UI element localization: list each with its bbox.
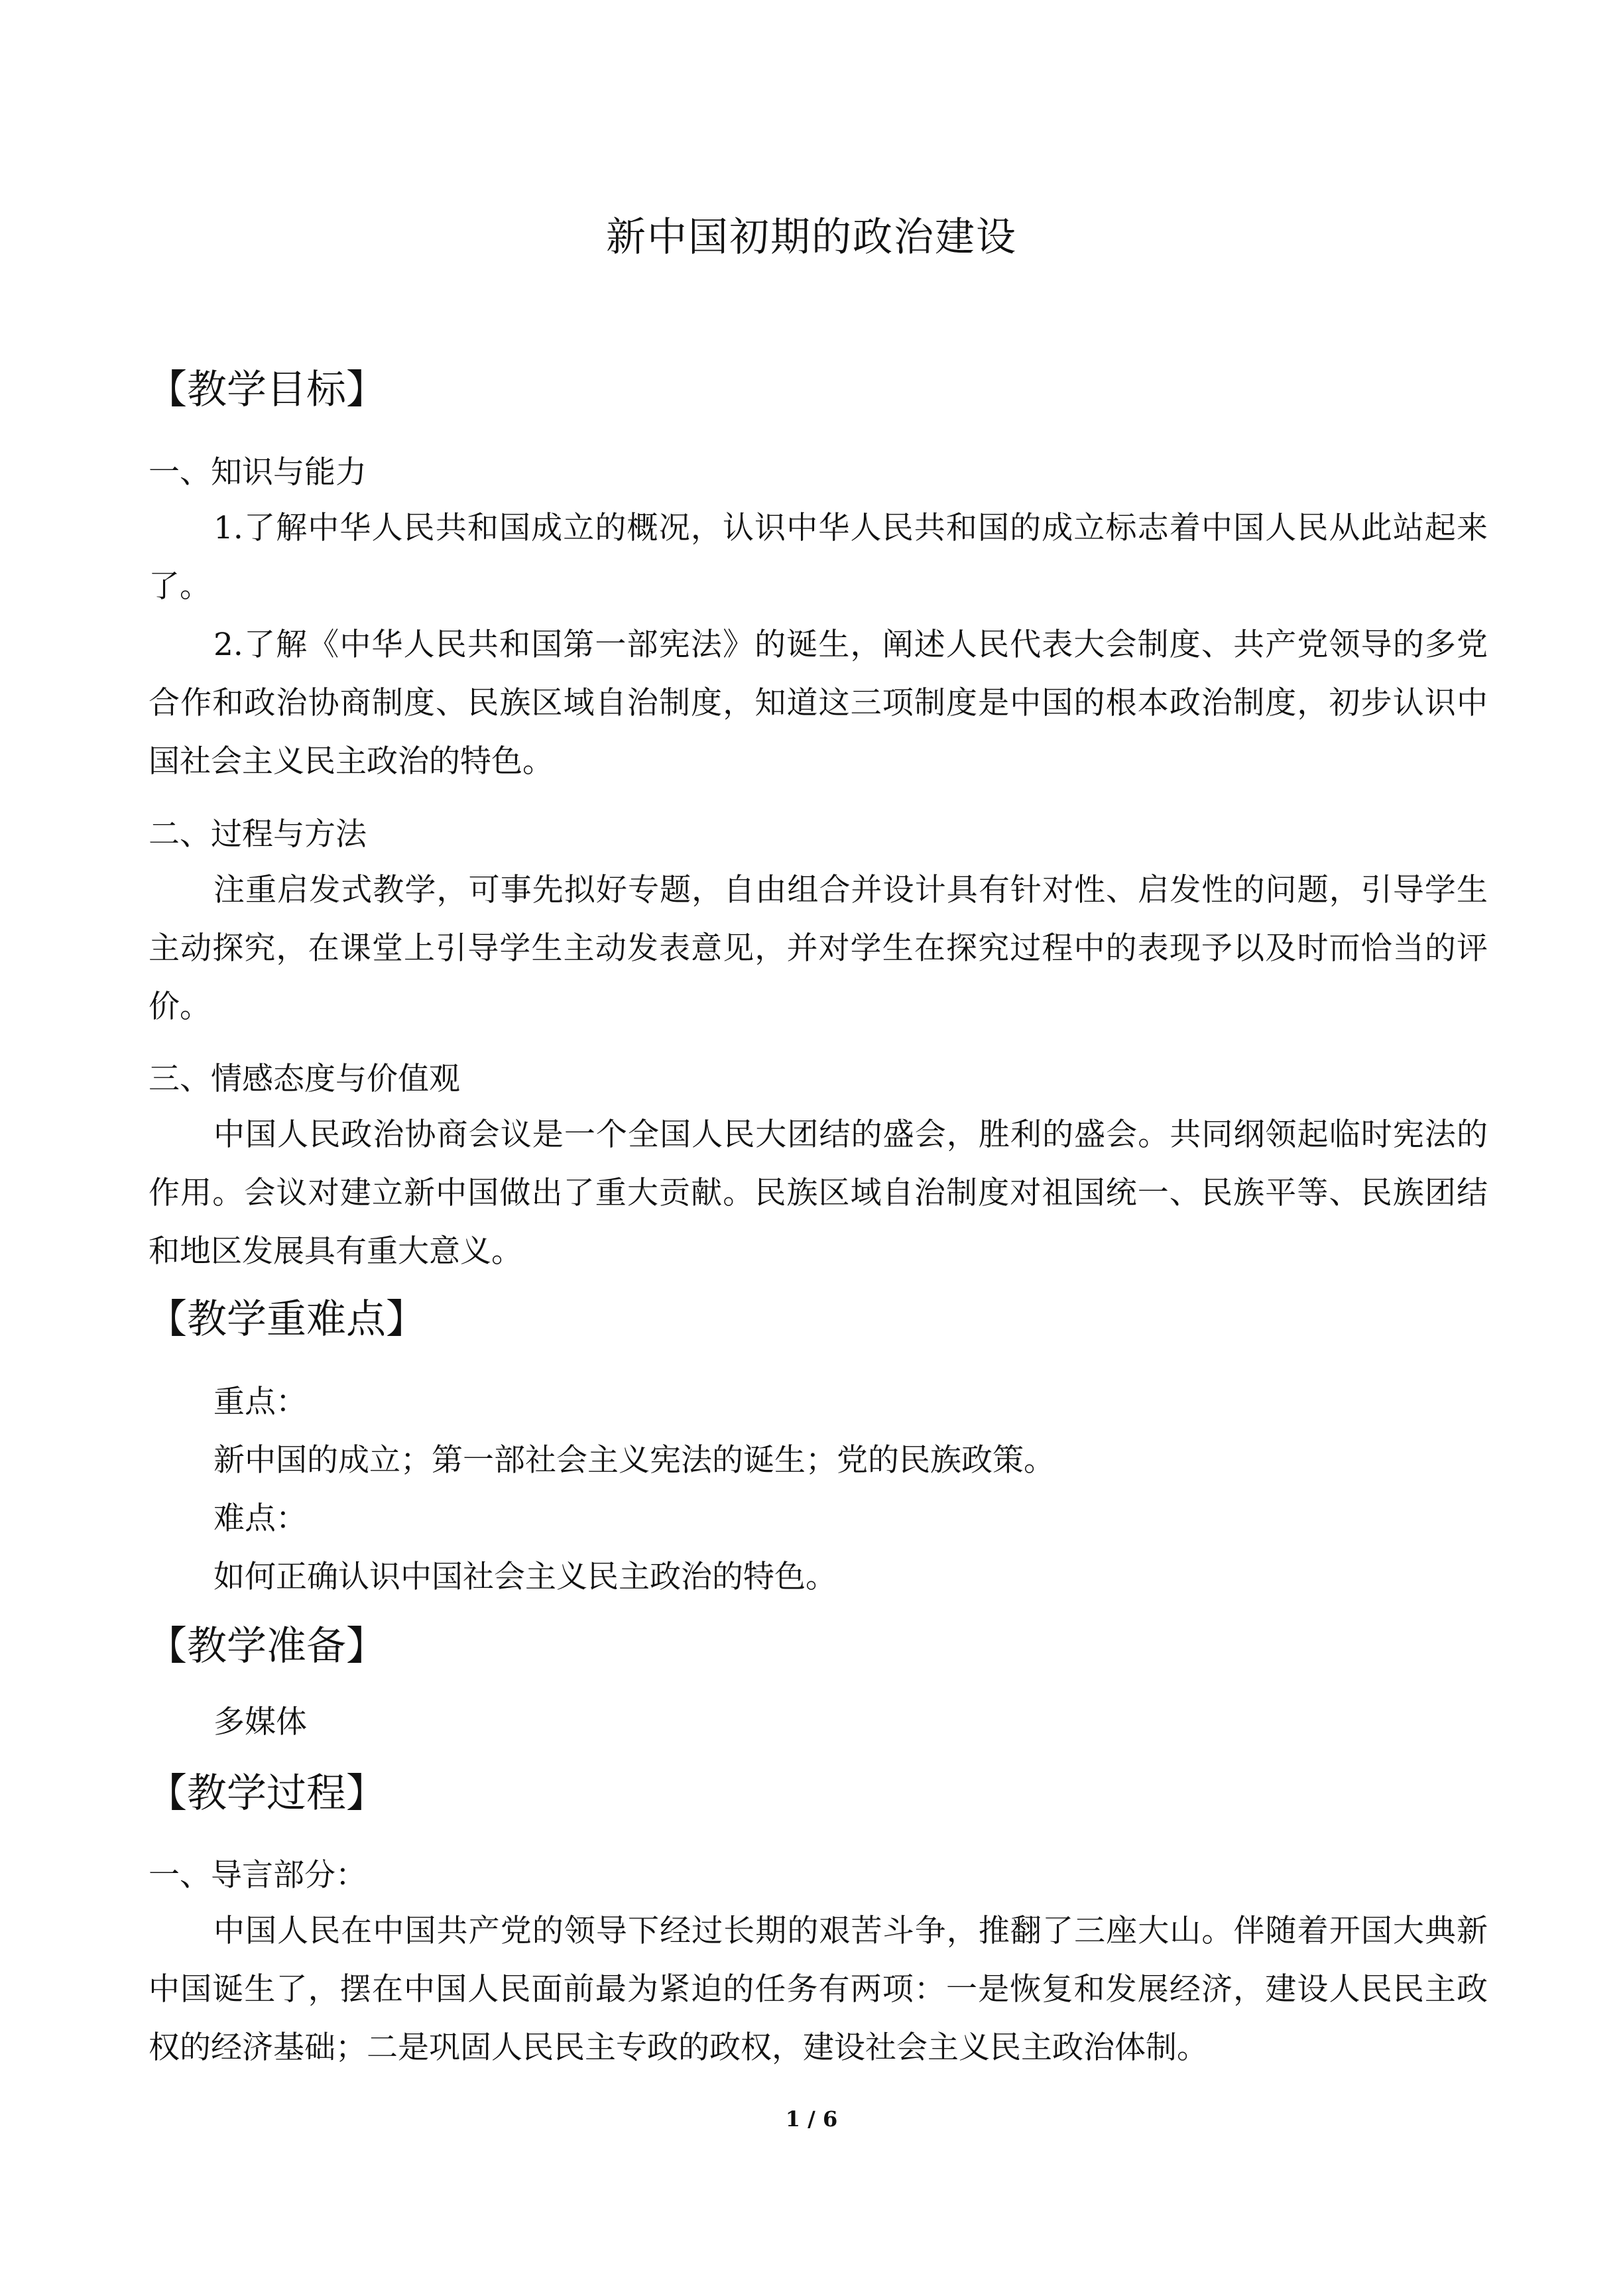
difficulty-text: 如何正确认识中国社会主义民主政治的特色。 — [213, 1559, 837, 1595]
section-heading-objectives: 【教学目标】 — [147, 367, 386, 413]
preparation-text: 多媒体 — [213, 1704, 307, 1740]
paragraph-intro: 中国人民在中国共产党的领导下经过长期的艰苦斗争，推翻了三座大山。伴随着开国大典新中国诞生了，摆在中国人民面前最为紧迫的任务有两项：一是恢复和发展经济，建设人民民主政权的经济基础；二是巩固人民民主专政的政权，建设社会主义民主政治体制。 — [149, 1913, 1488, 2066]
section-heading-preparation: 【教学准备】 — [147, 1623, 386, 1669]
subheading-process-method: 二、过程与方法 — [149, 816, 367, 853]
section-heading-process: 【教学过程】 — [147, 1770, 386, 1817]
document-title: 新中国初期的政治建设 — [606, 214, 1017, 261]
key-label: 重点： — [213, 1384, 307, 1420]
paragraph-process-method: 注重启发式教学，可事先拟好专题，自由组合并设计具有针对性、启发性的问题，引导学生主动探究，在课堂上引导学生主动发表意见，并对学生在探究过程中的表现予以及时而恰当的评价。 — [149, 872, 1488, 1025]
subheading-intro: 一、导言部分： — [149, 1857, 367, 1894]
subheading-values: 三、情感态度与价值观 — [149, 1061, 460, 1097]
page-number: 1 / 6 — [785, 2106, 838, 2132]
key-text: 新中国的成立；第一部社会主义宪法的诞生；党的民族政策。 — [213, 1442, 1055, 1479]
difficulty-label: 难点： — [213, 1500, 307, 1537]
paragraph-knowledge-1: 1.了解中华人民共和国成立的概况，认识中华人民共和国的成立标志着中国人民从此站起来了。 — [149, 510, 1488, 605]
section-heading-keypoints: 【教学重难点】 — [147, 1296, 426, 1343]
subheading-knowledge: 一、知识与能力 — [149, 454, 367, 491]
paragraph-knowledge-2: 2.了解《中华人民共和国第一部宪法》的诞生，阐述人民代表大会制度、共产党领导的多党合作和政治协商制度、民族区域自治制度，知道这三项制度是中国的根本政治制度，初步认识中国社会主义民主政治的特色。 — [149, 627, 1488, 780]
paragraph-values: 中国人民政治协商会议是一个全国人民大团结的盛会，胜利的盛会。共同纲领起临时宪法的作用。会议对建立新中国做出了重大贡献。民族区域自治制度对祖国统一、民族平等、民族团结和地区发展具有重大意义。 — [149, 1117, 1488, 1270]
